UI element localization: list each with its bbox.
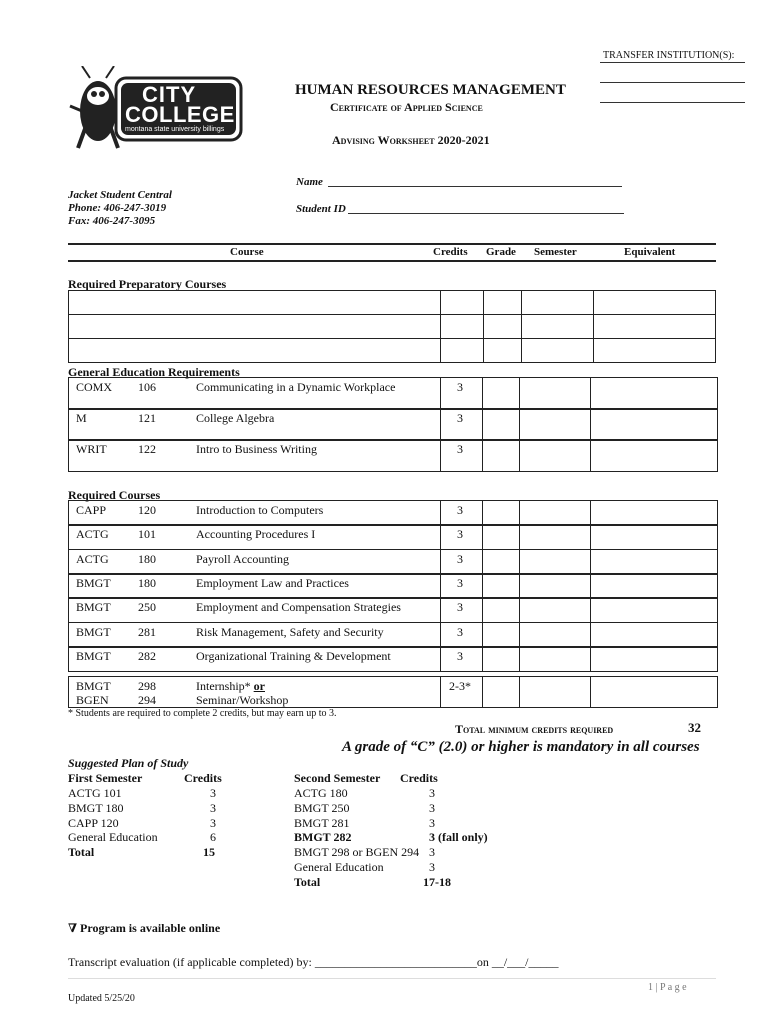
first-total-value: 15 [203, 845, 215, 859]
internship-number-2: 294 [138, 693, 156, 707]
second-semester-header: Second Semester [294, 771, 381, 785]
gen-ed-row-number: 106 [138, 380, 156, 394]
first-semester-header: First Semester [68, 771, 143, 785]
required-course-row-title: Accounting Procedures I [196, 527, 316, 542]
required-course-row-prefix: CAPP [76, 503, 107, 517]
second-plan-credits: 3 (fall only) [429, 830, 488, 845]
required-course-row-credits: 3 [457, 575, 463, 590]
gen-ed-row-credits: 3 [457, 442, 463, 456]
transcript-evaluation[interactable]: Transcript evaluation (if applicable completed) by: ___________________________on __/___/_____ [68, 955, 559, 969]
transfer-institution-label: TRANSFER INSTITUTION(S): [603, 50, 735, 61]
internship-row [68, 676, 718, 708]
required-course-row-credits: 3 [457, 648, 463, 663]
program-title: HUMAN RESOURCES MANAGEMENT [295, 82, 566, 98]
required-course-row-title: Employment Law and Practices [196, 575, 349, 590]
name-label: Name [296, 176, 323, 188]
required-course-row [68, 622, 718, 648]
footer-rule [68, 978, 716, 979]
second-credits-header: Credits [400, 771, 438, 785]
first-plan-course: BMGT 180 [68, 800, 124, 815]
prep-cell[interactable] [69, 339, 441, 363]
contact-phone: Phone: 406-247-3019 [68, 202, 167, 214]
total-value: 32 [688, 720, 701, 735]
second-plan-course: General Education [294, 860, 384, 874]
required-course-row-credits: 3 [457, 551, 463, 566]
gen-ed-row-number: 122 [138, 442, 156, 456]
col-credits: Credits [433, 246, 468, 258]
required-course-row-title: Introduction to Computers [196, 503, 324, 517]
second-total-value: 17-18 [423, 875, 451, 889]
required-course-row-number: 250 [138, 600, 156, 615]
section-gen-ed: General Education Requirements [68, 365, 240, 379]
required-course-row-title: Payroll Accounting [196, 551, 289, 566]
prep-table [68, 290, 716, 363]
transfer-line-1[interactable] [600, 62, 745, 63]
section-required: Required Courses [68, 488, 161, 502]
second-plan-course: ACTG 180 [294, 786, 348, 800]
internship-prefix-2: BGEN [76, 693, 109, 707]
gen-ed-row-credits: 3 [457, 411, 463, 425]
first-plan-credits: 6 [210, 830, 216, 845]
required-course-row-credits: 3 [457, 503, 463, 517]
gen-ed-row-prefix: COMX [76, 380, 113, 394]
required-course-row [68, 573, 718, 599]
prep-cell[interactable] [69, 315, 441, 339]
required-course-row-number: 101 [138, 527, 156, 542]
col-semester: Semester [534, 246, 577, 258]
gen-ed-row-number: 121 [138, 411, 156, 425]
required-course-row-prefix: ACTG [76, 551, 109, 566]
required-course-row-title: Employment and Compensation Strategies [196, 600, 401, 615]
plan-title: Suggested Plan of Study [68, 756, 189, 770]
grade-note: A grade of “C” (2.0) or higher is mandatory in all courses [342, 739, 700, 755]
student-id-field[interactable] [348, 213, 624, 214]
required-course-row-credits: 3 [457, 624, 463, 639]
first-plan-credits: 3 [210, 786, 216, 800]
online-note: ∇ Program is available online [68, 921, 221, 935]
required-course-row-number: 180 [138, 575, 156, 590]
required-course-row-title: Organizational Training & Development [196, 648, 391, 663]
required-course-row [68, 597, 718, 623]
second-plan-credits: 3 [429, 815, 435, 830]
internship-title-1: Internship* or [196, 679, 265, 693]
logo-city: CITY [142, 82, 197, 107]
second-plan-credits: 3 [429, 786, 435, 800]
gen-ed-row [68, 408, 718, 441]
first-plan-credits: 3 [210, 800, 216, 815]
required-course-row-prefix: BMGT [76, 600, 111, 615]
col-course: Course [230, 246, 264, 258]
prep-cell[interactable] [69, 291, 441, 315]
second-plan-credits: 3 [429, 845, 435, 860]
second-plan-course: BMGT 250 [294, 800, 350, 815]
footnote: * Students are required to complete 2 credits, but may earn up to 3. [68, 708, 337, 719]
gen-ed-row-credits: 3 [457, 380, 463, 394]
first-plan-credits: 3 [210, 815, 216, 830]
transfer-line-3[interactable] [600, 102, 745, 103]
contact-office: Jacket Student Central [68, 189, 172, 201]
gen-ed-row-prefix: M [76, 411, 87, 425]
first-plan-course: General Education [68, 830, 158, 845]
page-number: 1 | P a g e [648, 982, 687, 993]
col-equivalent: Equivalent [624, 246, 676, 258]
required-course-row-number: 282 [138, 648, 156, 663]
header-rule-bottom [68, 260, 716, 262]
internship-number-1: 298 [138, 679, 156, 693]
required-course-row-number: 281 [138, 624, 156, 639]
total-label: Total minimum credits required [455, 722, 614, 736]
transfer-line-2[interactable] [600, 82, 745, 83]
internship-credits: 2-3* [449, 679, 471, 693]
required-course-row-credits: 3 [457, 600, 463, 615]
internship-prefix-1: BMGT [76, 679, 111, 693]
required-course-row-credits: 3 [457, 527, 463, 542]
certificate-subtitle: Certificate of Applied Science [330, 100, 483, 114]
required-course-row-prefix: ACTG [76, 527, 109, 542]
second-plan-credits: 3 [429, 860, 435, 874]
gen-ed-row-title: Intro to Business Writing [196, 442, 317, 456]
second-plan-credits: 3 [429, 800, 435, 815]
first-plan-course: CAPP 120 [68, 815, 119, 830]
updated-date: Updated 5/25/20 [68, 993, 135, 1004]
gen-ed-row-title: College Algebra [196, 411, 275, 425]
col-grade: Grade [486, 246, 516, 258]
logo-tagline: montana state university billings [125, 126, 225, 133]
name-field[interactable] [328, 186, 622, 187]
second-plan-course: BMGT 281 [294, 815, 350, 830]
second-plan-course: BMGT 282 [294, 830, 352, 845]
contact-fax: Fax: 406-247-3095 [68, 215, 156, 227]
city-college-logo [68, 66, 243, 154]
nabla-icon: ∇ [68, 921, 78, 935]
required-course-row-title: Risk Management, Safety and Security [196, 624, 384, 639]
logo-college: COLLEGE [125, 102, 235, 127]
required-course-row-prefix: BMGT [76, 648, 111, 663]
gen-ed-row-title: Communicating in a Dynamic Workplace [196, 380, 396, 394]
required-course-row-prefix: BMGT [76, 575, 111, 590]
required-course-row [68, 549, 718, 575]
first-plan-course: ACTG 101 [68, 786, 122, 800]
first-total-label: Total [68, 845, 95, 859]
required-course-row [68, 646, 718, 672]
gen-ed-row [68, 439, 718, 472]
worksheet-title: Advising Worksheet 2020-2021 [332, 133, 490, 147]
internship-title-2: Seminar/Workshop [196, 693, 289, 707]
header-rule-top [68, 243, 716, 245]
first-credits-header: Credits [184, 771, 222, 785]
required-course-row [68, 524, 718, 550]
required-course-row-number: 180 [138, 551, 156, 566]
gen-ed-row [68, 377, 718, 410]
required-course-row-number: 120 [138, 503, 156, 517]
required-course-row [68, 500, 718, 526]
second-total-label: Total [294, 875, 321, 889]
section-prep: Required Preparatory Courses [68, 277, 227, 291]
second-plan-course: BMGT 298 or BGEN 294 [294, 845, 420, 860]
required-course-row-prefix: BMGT [76, 624, 111, 639]
gen-ed-row-prefix: WRIT [76, 442, 107, 456]
student-id-label: Student ID [296, 203, 346, 215]
